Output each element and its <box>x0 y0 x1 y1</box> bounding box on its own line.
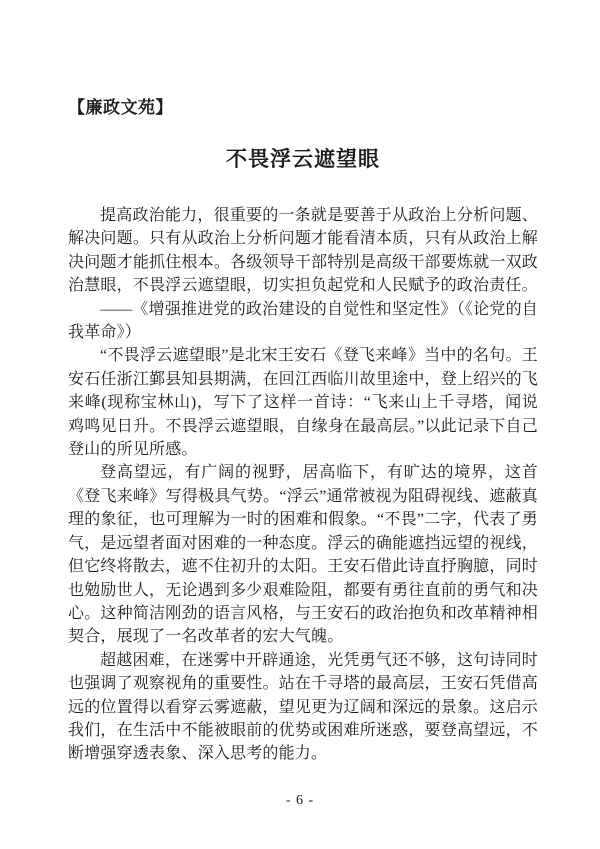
body-paragraph: “不畏浮云遮望眼”是北宋王安石《登飞来峰》当中的名句。王安石任浙江鄞县知县期满，在回江西临川故里途中，登上绍兴的飞来峰(现称宝林山)，写下了这样一首诗：“飞来山上千寻塔，闻说鸡鸣见日升。不畏浮云遮望眼，自缘身在最高层。”以此记录下自己登山的所见所感。 <box>68 347 538 459</box>
body-paragraph-quote: 提高政治能力，很重要的一条就是要善于从政治上分析问题、解决问题。只有从政治上分析问题才能看清本质，只有从政治上解决问题才能抓住根本。各级领导干部特别是高级干部要炼就一双政治慧眼，不畏浮云遮望眼，切实担负起党和人民赋予的政治责任。 <box>68 207 538 295</box>
section-label: 【廉政文苑】 <box>68 98 173 117</box>
body-paragraph: 登高望远，有广阔的视野，居高临下，有旷达的境界，这首《登飞来峰》写得极具气势。“浮云”通常被视为阻碍视线、遮蔽真理的象征，也可理解为一时的困难和假象。“不畏”二字，代表了勇气，是远望者面对困难的一种态度。浮云的确能遮挡远望的视线，但它终将散去，遮不住初升的太阳。王安石借此诗直抒胸臆，同时也勉励世人，无论遇到多少艰难险阻，都要有勇往直前的勇气和决心。这种简洁刚劲的语言风格，与王安石的政治抱负和改革精神相契合，展现了一名改革者的宏大气魄。 <box>68 464 538 646</box>
page-title: 不畏浮云遮望眼 <box>226 147 380 171</box>
page-content <box>68 96 538 766</box>
page-number: - 6 - <box>285 793 315 808</box>
article-body <box>68 204 538 766</box>
body-paragraph-attribution: ——《增强推进党的政治建设的自觉性和坚定性》（《论党的自我革命》） <box>68 300 538 342</box>
body-paragraph: 超越困难，在迷雾中开辟通途，光凭勇气还不够，这句诗同时也强调了观察视角的重要性。站在千寻塔的最高层，王安石凭借高远的位置得以看穿云雾遮蔽，望见更为辽阔和深远的景象。这启示我们，在生活中不能被眼前的优势或困难所迷惑，要登高望远，不断增强穿透表象、深入思考的能力。 <box>68 651 538 763</box>
